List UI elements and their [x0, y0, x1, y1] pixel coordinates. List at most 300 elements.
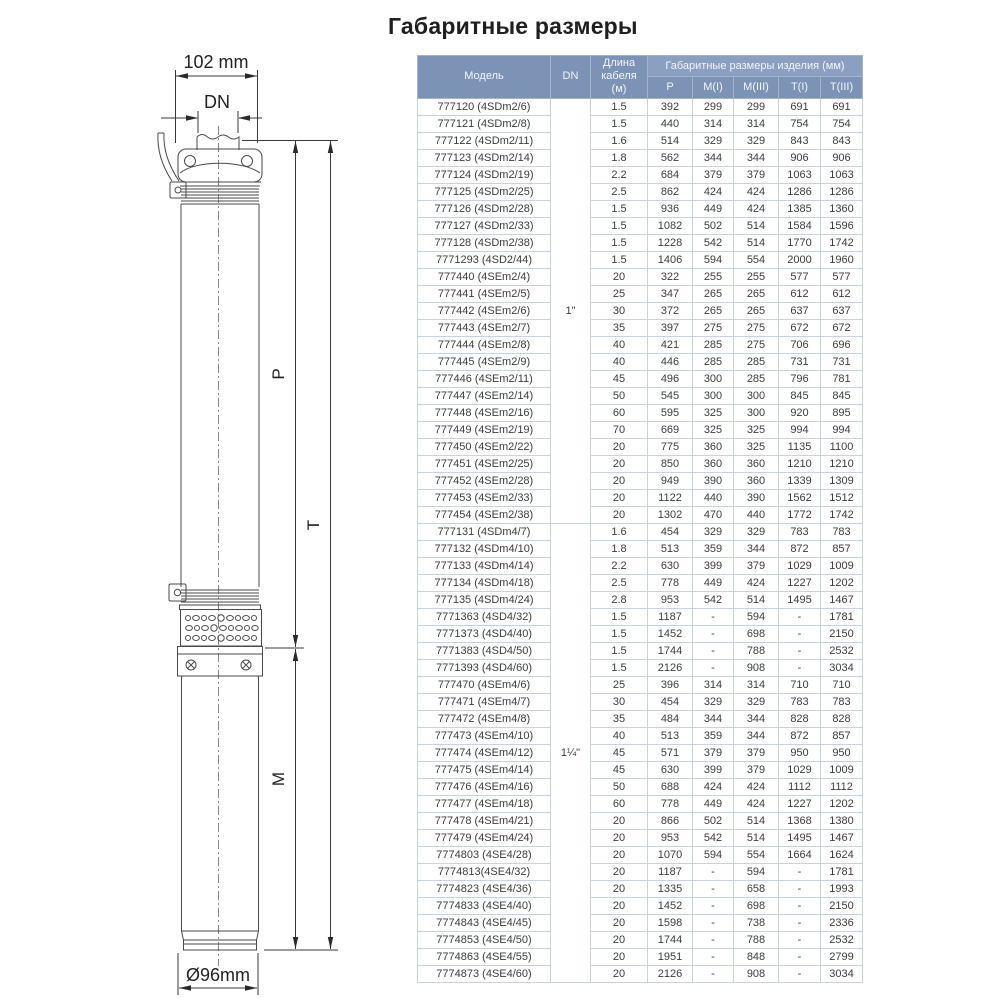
value-cell: 1368 [779, 812, 821, 829]
cable-length-cell: 1.5 [591, 625, 648, 642]
value-cell: 1467 [821, 591, 863, 608]
model-cell: 777123 (4SDm2/14) [418, 149, 551, 166]
value-cell: 1406 [648, 251, 693, 268]
cable-length-cell: 45 [591, 761, 648, 778]
value-cell: 424 [734, 200, 779, 217]
value-cell: 594 [693, 846, 734, 863]
model-cell: 777470 (4SEm4/6) [418, 676, 551, 693]
value-cell: 329 [693, 132, 734, 149]
cable-length-cell: 60 [591, 795, 648, 812]
value-cell: 449 [693, 200, 734, 217]
table-row [418, 251, 863, 268]
model-cell: 7771293 (4SD2/44) [418, 251, 551, 268]
value-cell: 1339 [779, 472, 821, 489]
dimension-diameter-96mm [178, 953, 258, 995]
value-cell: 691 [779, 98, 821, 115]
header-dim-t3: T(III) [821, 77, 863, 98]
model-cell: 7774863 (4SE4/55) [418, 948, 551, 965]
value-cell: 1202 [821, 795, 863, 812]
value-cell: 344 [734, 149, 779, 166]
value-cell: 390 [734, 489, 779, 506]
value-cell: 2336 [821, 914, 863, 931]
value-cell: 994 [779, 421, 821, 438]
value-cell: 850 [648, 455, 693, 472]
value-cell: 577 [821, 268, 863, 285]
value-cell: 542 [693, 829, 734, 846]
value-cell: 300 [693, 387, 734, 404]
value-cell: 828 [821, 710, 863, 727]
value-cell: 1495 [779, 829, 821, 846]
cable-length-cell: 35 [591, 319, 648, 336]
value-cell: 696 [821, 336, 863, 353]
value-cell: 399 [693, 557, 734, 574]
value-cell: 1286 [779, 183, 821, 200]
value-cell: 950 [779, 744, 821, 761]
value-cell: 300 [693, 370, 734, 387]
table-row [418, 285, 863, 302]
pump-outline [158, 133, 263, 950]
value-cell: 1122 [648, 489, 693, 506]
table-row [418, 727, 863, 744]
header-dim-p: P [648, 77, 693, 98]
model-cell: 777476 (4SEm4/16) [418, 778, 551, 795]
value-cell: - [779, 931, 821, 948]
model-cell: 777135 (4SDm4/24) [418, 591, 551, 608]
value-cell: 275 [734, 336, 779, 353]
value-cell: 285 [734, 353, 779, 370]
page-title: Габаритные размеры [388, 13, 638, 39]
value-cell: 994 [821, 421, 863, 438]
value-cell: 1624 [821, 846, 863, 863]
model-cell: 777447 (4SEm2/14) [418, 387, 551, 404]
value-cell: 484 [648, 710, 693, 727]
cable-length-cell: 30 [591, 302, 648, 319]
model-cell: 777445 (4SEm2/9) [418, 353, 551, 370]
cable-length-cell: 1.5 [591, 217, 648, 234]
cable-length-cell: 1.5 [591, 98, 648, 115]
value-cell: 866 [648, 812, 693, 829]
header-dim-m3: M(III) [734, 77, 779, 98]
value-cell: 396 [648, 676, 693, 693]
value-cell: 514 [734, 829, 779, 846]
table-row [418, 829, 863, 846]
value-cell: 542 [693, 591, 734, 608]
cable-length-cell: 2.2 [591, 557, 648, 574]
model-cell: 777479 (4SEm4/24) [418, 829, 551, 846]
value-cell: 1112 [821, 778, 863, 795]
value-cell: 862 [648, 183, 693, 200]
value-cell: 379 [734, 557, 779, 574]
model-cell: 777477 (4SEm4/18) [418, 795, 551, 812]
table-row [418, 659, 863, 676]
dimension-p-label: P [269, 368, 288, 380]
value-cell: 454 [648, 523, 693, 540]
cable-length-cell: 1.6 [591, 523, 648, 540]
value-cell: 545 [648, 387, 693, 404]
value-cell: 265 [734, 285, 779, 302]
value-cell: 314 [693, 115, 734, 132]
value-cell: 783 [821, 693, 863, 710]
model-cell: 777453 (4SEm2/33) [418, 489, 551, 506]
value-cell: 2000 [779, 251, 821, 268]
value-cell: 594 [734, 608, 779, 625]
table-row [418, 200, 863, 217]
table-row [418, 115, 863, 132]
value-cell: 344 [693, 710, 734, 727]
cable-length-cell: 45 [591, 744, 648, 761]
model-cell: 777125 (4SDm2/25) [418, 183, 551, 200]
value-cell: 577 [779, 268, 821, 285]
value-cell: 1227 [779, 795, 821, 812]
value-cell: 1335 [648, 880, 693, 897]
model-cell: 777127 (4SDm2/33) [418, 217, 551, 234]
cable-length-cell: 20 [591, 438, 648, 455]
value-cell: 314 [734, 676, 779, 693]
value-cell: 1770 [779, 234, 821, 251]
table-row [418, 268, 863, 285]
table-row [418, 387, 863, 404]
value-cell: 1227 [779, 574, 821, 591]
value-cell: 731 [821, 353, 863, 370]
value-cell: 1360 [821, 200, 863, 217]
value-cell: 1744 [648, 931, 693, 948]
pump-diagram [0, 0, 380, 1000]
cable-length-cell: 70 [591, 421, 648, 438]
value-cell: 1286 [821, 183, 863, 200]
table-row [418, 166, 863, 183]
value-cell: 496 [648, 370, 693, 387]
table-row [418, 574, 863, 591]
dimension-p [269, 141, 298, 647]
value-cell: 691 [821, 98, 863, 115]
value-cell: 1309 [821, 472, 863, 489]
value-cell: 710 [821, 676, 863, 693]
value-cell: 2150 [821, 897, 863, 914]
value-cell: - [779, 965, 821, 982]
value-cell: 325 [734, 438, 779, 455]
model-cell: 777128 (4SDm2/38) [418, 234, 551, 251]
value-cell: 379 [734, 761, 779, 778]
value-cell: 514 [648, 132, 693, 149]
value-cell: 872 [779, 727, 821, 744]
value-cell: 424 [734, 574, 779, 591]
table-row [418, 98, 863, 115]
value-cell: 908 [734, 965, 779, 982]
value-cell: 275 [693, 319, 734, 336]
value-cell: 2532 [821, 931, 863, 948]
value-cell: 299 [734, 98, 779, 115]
cable-length-cell: 20 [591, 846, 648, 863]
table-row [418, 761, 863, 778]
value-cell: 872 [779, 540, 821, 557]
dimension-102mm-label: 102 mm [183, 52, 249, 72]
value-cell: 399 [693, 761, 734, 778]
header-cable-length: Длина кабеля (м) [591, 56, 648, 99]
model-cell: 777448 (4SEm2/16) [418, 404, 551, 421]
value-cell: 1512 [821, 489, 863, 506]
value-cell: 322 [648, 268, 693, 285]
model-cell: 7774873 (4SE4/60) [418, 965, 551, 982]
model-cell: 777451 (4SEm2/25) [418, 455, 551, 472]
table-row [418, 795, 863, 812]
value-cell: 710 [779, 676, 821, 693]
cable-length-cell: 20 [591, 489, 648, 506]
value-cell: 1960 [821, 251, 863, 268]
model-cell: 777446 (4SEm2/11) [418, 370, 551, 387]
value-cell: 1009 [821, 557, 863, 574]
value-cell: 1742 [821, 506, 863, 523]
model-cell: 777124 (4SDm2/19) [418, 166, 551, 183]
value-cell: 255 [734, 268, 779, 285]
value-cell: 397 [648, 319, 693, 336]
value-cell: 1135 [779, 438, 821, 455]
table-row [418, 557, 863, 574]
value-cell: 300 [734, 387, 779, 404]
cable-length-cell: 20 [591, 948, 648, 965]
value-cell: 424 [734, 795, 779, 812]
value-cell: 612 [821, 285, 863, 302]
table-row [418, 149, 863, 166]
value-cell: - [693, 914, 734, 931]
value-cell: - [779, 897, 821, 914]
model-cell: 777474 (4SEm4/12) [418, 744, 551, 761]
table-row [418, 302, 863, 319]
table-row [418, 319, 863, 336]
cable-length-cell: 20 [591, 812, 648, 829]
value-cell: 949 [648, 472, 693, 489]
value-cell: - [693, 659, 734, 676]
value-cell: 706 [779, 336, 821, 353]
dimension-t [304, 141, 333, 949]
cable-length-cell: 20 [591, 863, 648, 880]
value-cell: 514 [734, 217, 779, 234]
model-cell: 777442 (4SEm2/6) [418, 302, 551, 319]
value-cell: - [693, 625, 734, 642]
table-row [418, 217, 863, 234]
header-dim-m1: M(I) [693, 77, 734, 98]
value-cell: 781 [821, 370, 863, 387]
value-cell: - [779, 914, 821, 931]
value-cell: 360 [734, 455, 779, 472]
model-cell: 7774853 (4SE4/50) [418, 931, 551, 948]
table-row [418, 778, 863, 795]
model-cell: 777471 (4SEm4/7) [418, 693, 551, 710]
model-cell: 777134 (4SDm4/18) [418, 574, 551, 591]
value-cell: 513 [648, 727, 693, 744]
value-cell: - [693, 608, 734, 625]
model-cell: 7771373 (4SD4/40) [418, 625, 551, 642]
value-cell: 630 [648, 557, 693, 574]
cable-length-cell: 20 [591, 965, 648, 982]
value-cell: 514 [734, 234, 779, 251]
cable-length-cell: 1.5 [591, 115, 648, 132]
value-cell: 265 [693, 285, 734, 302]
model-cell: 777122 (4SDm2/11) [418, 132, 551, 149]
model-cell: 7774813(4SE4/32) [418, 863, 551, 880]
model-cell: 7771383 (4SD4/50) [418, 642, 551, 659]
cable-length-cell: 1.5 [591, 642, 648, 659]
value-cell: 1112 [779, 778, 821, 795]
value-cell: 637 [821, 302, 863, 319]
table-row [418, 455, 863, 472]
value-cell: 672 [779, 319, 821, 336]
value-cell: 1202 [821, 574, 863, 591]
cable-length-cell: 40 [591, 353, 648, 370]
cable-length-cell: 1.5 [591, 251, 648, 268]
dimensions-table [417, 55, 863, 983]
value-cell: 554 [734, 846, 779, 863]
table-row [418, 812, 863, 829]
value-cell: 778 [648, 574, 693, 591]
value-cell: 1029 [779, 557, 821, 574]
header-dim-t1: T(I) [779, 77, 821, 98]
table-row [418, 183, 863, 200]
value-cell: 828 [779, 710, 821, 727]
cable-length-cell: 2.5 [591, 574, 648, 591]
value-cell: 372 [648, 302, 693, 319]
dimension-diameter-label: Ø96mm [185, 965, 251, 985]
value-cell: - [779, 880, 821, 897]
model-cell: 7774843 (4SE4/45) [418, 914, 551, 931]
value-cell: 347 [648, 285, 693, 302]
value-cell: 440 [734, 506, 779, 523]
value-cell: 360 [734, 472, 779, 489]
value-cell: 470 [693, 506, 734, 523]
table-row [418, 863, 863, 880]
value-cell: 788 [734, 931, 779, 948]
value-cell: 1584 [779, 217, 821, 234]
table-row [418, 353, 863, 370]
value-cell: 285 [693, 353, 734, 370]
value-cell: 796 [779, 370, 821, 387]
strainer-holes [186, 615, 259, 641]
value-cell: 571 [648, 744, 693, 761]
value-cell: - [779, 608, 821, 625]
value-cell: 630 [648, 761, 693, 778]
cable-length-cell: 50 [591, 778, 648, 795]
value-cell: 514 [734, 591, 779, 608]
table-body [418, 98, 863, 982]
value-cell: 275 [734, 319, 779, 336]
model-cell: 777454 (4SEm2/38) [418, 506, 551, 523]
table-row [418, 642, 863, 659]
table-row [418, 591, 863, 608]
value-cell: 1187 [648, 608, 693, 625]
model-cell: 777443 (4SEm2/7) [418, 319, 551, 336]
table-row [418, 914, 863, 931]
value-cell: 2532 [821, 642, 863, 659]
value-cell: 421 [648, 336, 693, 353]
cable-length-cell: 20 [591, 268, 648, 285]
value-cell: 1467 [821, 829, 863, 846]
value-cell: 1082 [648, 217, 693, 234]
model-cell: 777132 (4SDm4/10) [418, 540, 551, 557]
value-cell: 637 [779, 302, 821, 319]
table-row [418, 846, 863, 863]
cable-length-cell: 25 [591, 285, 648, 302]
table-row [418, 370, 863, 387]
model-cell: 777449 (4SEm2/19) [418, 421, 551, 438]
value-cell: 1210 [779, 455, 821, 472]
value-cell: 595 [648, 404, 693, 421]
value-cell: 314 [693, 676, 734, 693]
model-cell: 777120 (4SDm2/6) [418, 98, 551, 115]
value-cell: 554 [734, 251, 779, 268]
table-row [418, 948, 863, 965]
value-cell: 1380 [821, 812, 863, 829]
value-cell: - [693, 642, 734, 659]
model-cell: 777475 (4SEm4/14) [418, 761, 551, 778]
value-cell: - [779, 659, 821, 676]
value-cell: 2126 [648, 659, 693, 676]
cable-length-cell: 1.5 [591, 659, 648, 676]
value-cell: 360 [693, 455, 734, 472]
value-cell: 265 [734, 302, 779, 319]
value-cell: 738 [734, 914, 779, 931]
value-cell: - [779, 625, 821, 642]
value-cell: 612 [779, 285, 821, 302]
dimension-m [269, 649, 298, 949]
cable-length-cell: 1.5 [591, 234, 648, 251]
value-cell: 513 [648, 540, 693, 557]
value-cell: - [779, 863, 821, 880]
table-row [418, 880, 863, 897]
header-overall-dimensions: Габаритные размеры изделия (мм) [648, 56, 863, 77]
cable-length-cell: 20 [591, 829, 648, 846]
cable-length-cell: 2.5 [591, 183, 648, 200]
cable-length-cell: 20 [591, 472, 648, 489]
cable-length-cell: 40 [591, 336, 648, 353]
dimension-extension-lines [242, 141, 338, 951]
value-cell: - [779, 948, 821, 965]
model-cell: 777472 (4SEm4/8) [418, 710, 551, 727]
table-row [418, 608, 863, 625]
value-cell: 329 [734, 523, 779, 540]
table-row [418, 336, 863, 353]
value-cell: 658 [734, 880, 779, 897]
value-cell: 906 [779, 149, 821, 166]
value-cell: 845 [779, 387, 821, 404]
value-cell: 344 [734, 710, 779, 727]
value-cell: 1063 [779, 166, 821, 183]
value-cell: 285 [734, 370, 779, 387]
value-cell: 379 [734, 166, 779, 183]
value-cell: 684 [648, 166, 693, 183]
value-cell: 1598 [648, 914, 693, 931]
value-cell: 936 [648, 200, 693, 217]
value-cell: 1993 [821, 880, 863, 897]
value-cell: 329 [693, 693, 734, 710]
value-cell: - [693, 880, 734, 897]
value-cell: 843 [779, 132, 821, 149]
value-cell: 895 [821, 404, 863, 421]
cable-length-cell: 20 [591, 914, 648, 931]
value-cell: 698 [734, 897, 779, 914]
value-cell: 1029 [779, 761, 821, 778]
value-cell: 950 [821, 744, 863, 761]
table-row [418, 676, 863, 693]
value-cell: 848 [734, 948, 779, 965]
model-cell: 7774833 (4SE4/40) [418, 897, 551, 914]
value-cell: 2126 [648, 965, 693, 982]
value-cell: 300 [734, 404, 779, 421]
value-cell: 440 [693, 489, 734, 506]
value-cell: 2799 [821, 948, 863, 965]
model-cell: 777441 (4SEm2/5) [418, 285, 551, 302]
value-cell: 1070 [648, 846, 693, 863]
value-cell: 542 [693, 234, 734, 251]
value-cell: 360 [693, 438, 734, 455]
